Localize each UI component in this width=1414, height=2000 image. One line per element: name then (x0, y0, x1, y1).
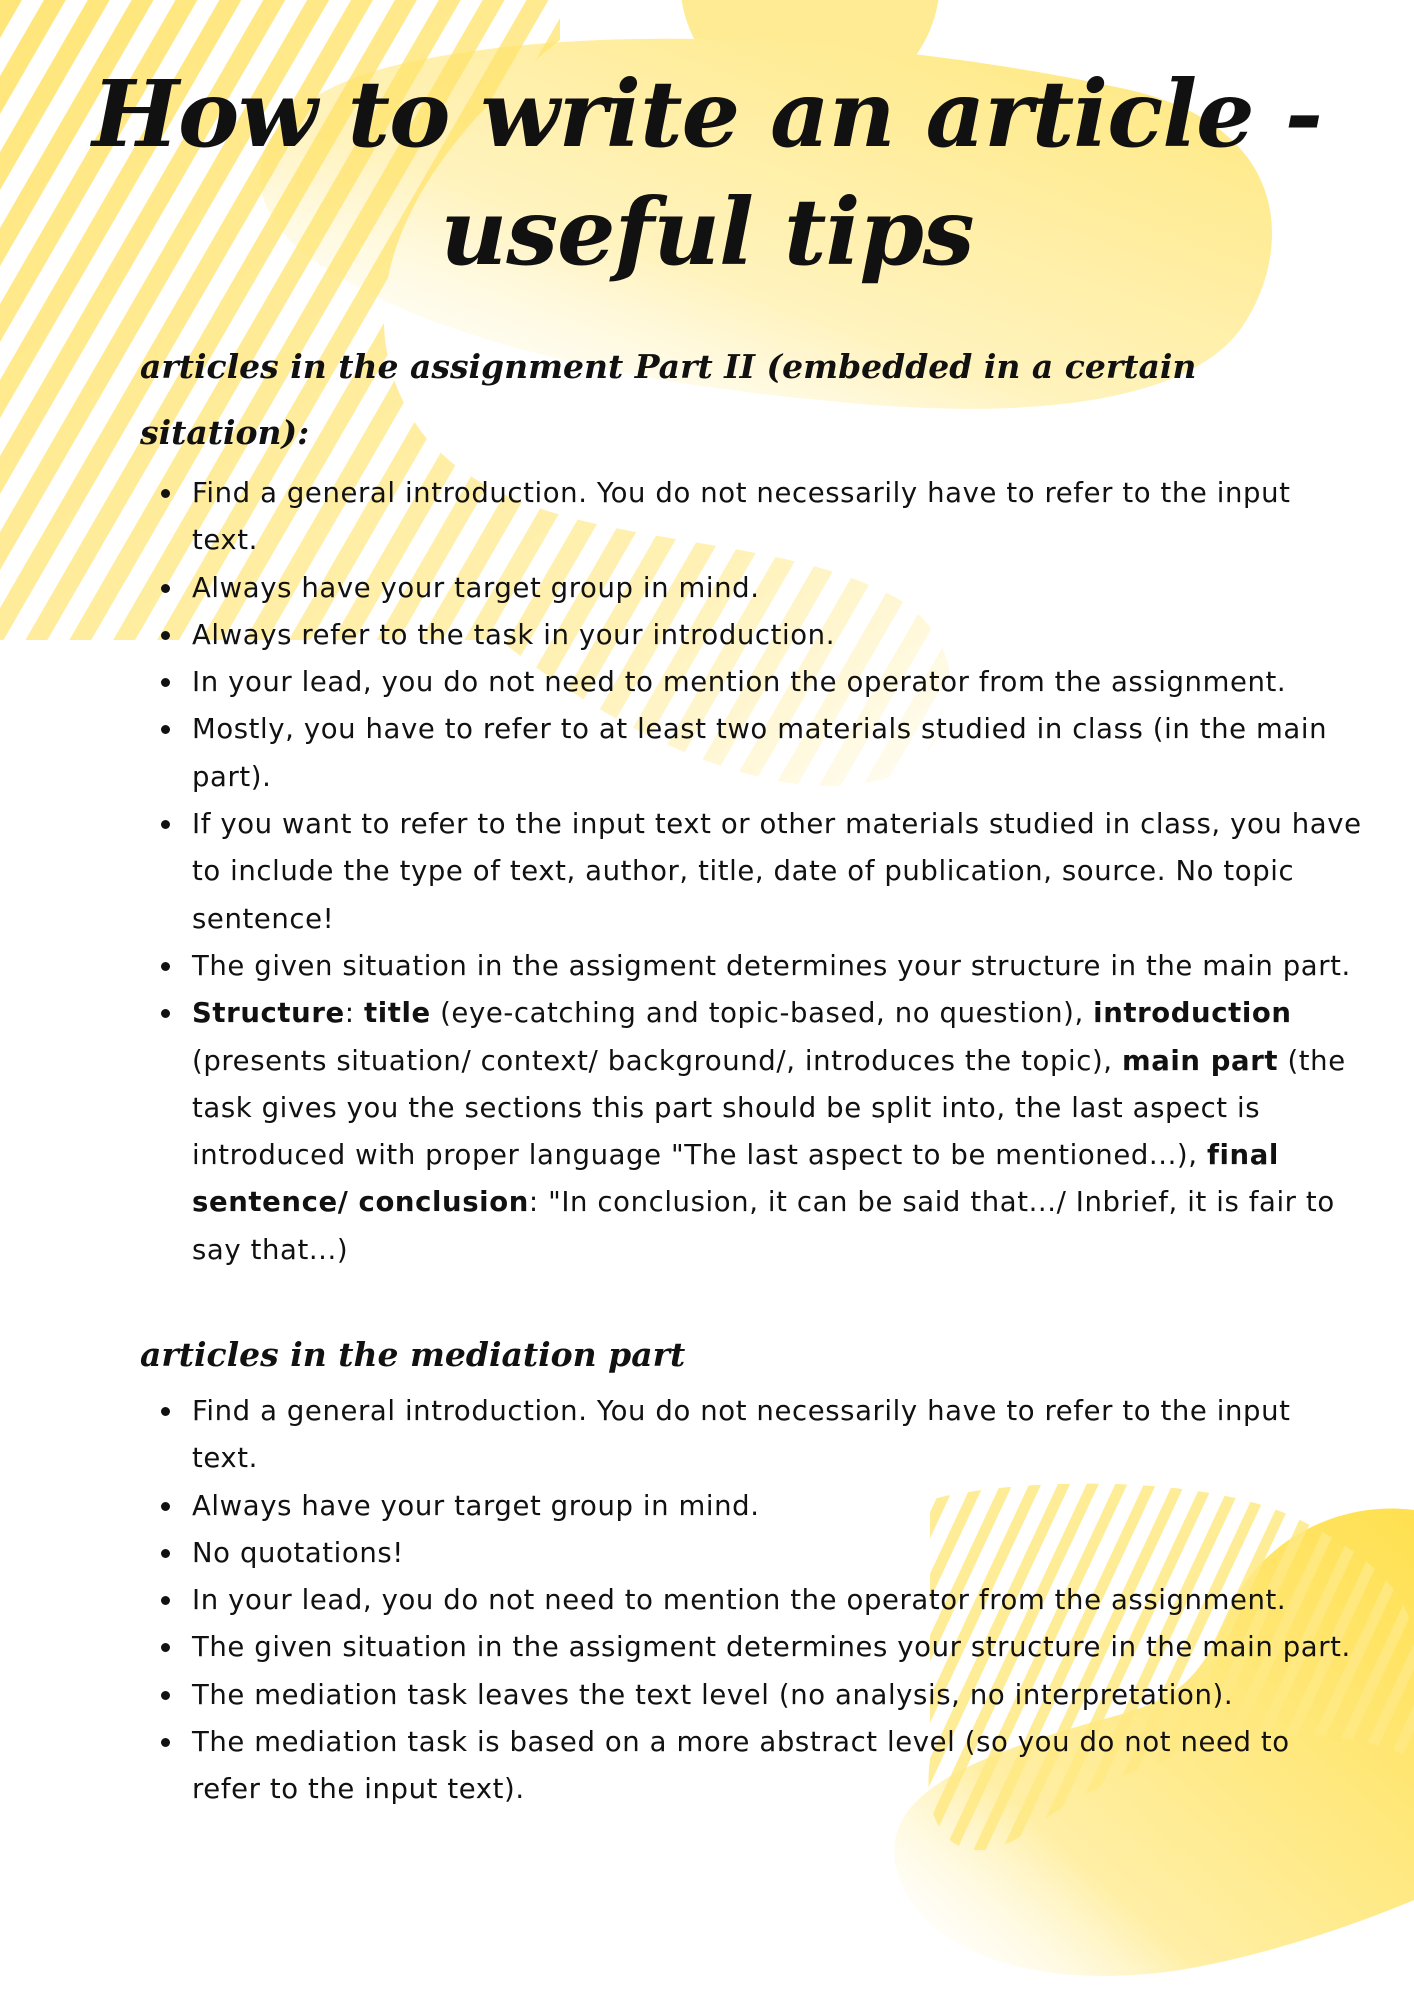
list-item: Always have your target group in mind. (192, 565, 1362, 612)
list-item: The given situation in the assigment determines your structure in the main part. (192, 943, 1362, 990)
page-title (60, 55, 1354, 291)
structure-list-item (192, 990, 1362, 1274)
list-item: Always have your target group in mind. (192, 1483, 1362, 1530)
title-line-2: useful tips (440, 178, 974, 286)
structure-final-term: final sentence/ conclusion (192, 1139, 1279, 1219)
list-item: Find a general introduction. You do not necessarily have to refer to the input text. (192, 470, 1362, 565)
list-item: Mostly, you have to refer to at least two materials studied in class (in the main part). (192, 706, 1362, 801)
list-item: If you want to refer to the input text or other materials studied in class, you have to include the type of text, author, title, date of publication, source. No topic sentence! (192, 801, 1362, 943)
list-item: The mediation task is based on a more abstract level (so you do not need to refer to the input text). (192, 1719, 1362, 1814)
section-heading-mediation: articles in the mediation part (140, 1335, 686, 1374)
list-item: The given situation in the assigment determines your structure in the main part. (192, 1624, 1362, 1671)
structure-main-term: main part (1121, 1044, 1279, 1077)
mediation-tips-list (140, 1388, 1362, 1814)
list-item: No quotations! (192, 1530, 1362, 1577)
section-heading-assignment: articles in the assignment Part II (embedded in a certain sitation): (140, 347, 1197, 452)
list-item: The mediation task leaves the text level (no analysis, no interpretation). (192, 1672, 1362, 1719)
structure-title-text: (eye-catching and topic-based, no question), (430, 997, 1094, 1030)
list-item: In your lead, you do not need to mention the operator from the assignment. (192, 659, 1362, 706)
structure-intro-text: (presents situation/ context/ background/, introduces the topic), (192, 1044, 1122, 1077)
structure-main-text: (the task gives you the sections this part should be split into, the last aspect is introduced with proper language "The last aspect to be mentioned...), (192, 1044, 1346, 1172)
list-item: In your lead, you do not need to mention the operator from the assignment. (192, 1577, 1362, 1624)
list-item: Find a general introduction. You do not necessarily have to refer to the input text. (192, 1388, 1362, 1483)
structure-intro-term: introduction (1093, 997, 1292, 1030)
structure-title-term: title (363, 997, 431, 1030)
structure-final-text: : "In conclusion, it can be said that.../ Inbrief, it is fair to say that...) (192, 1186, 1335, 1266)
structure-label: Structure (192, 997, 345, 1030)
title-line-1: How to write an article - (92, 60, 1322, 168)
list-item: Always refer to the task in your introduction. (192, 612, 1362, 659)
structure-sep: : (344, 997, 364, 1030)
assignment-tips-list (140, 470, 1362, 1274)
